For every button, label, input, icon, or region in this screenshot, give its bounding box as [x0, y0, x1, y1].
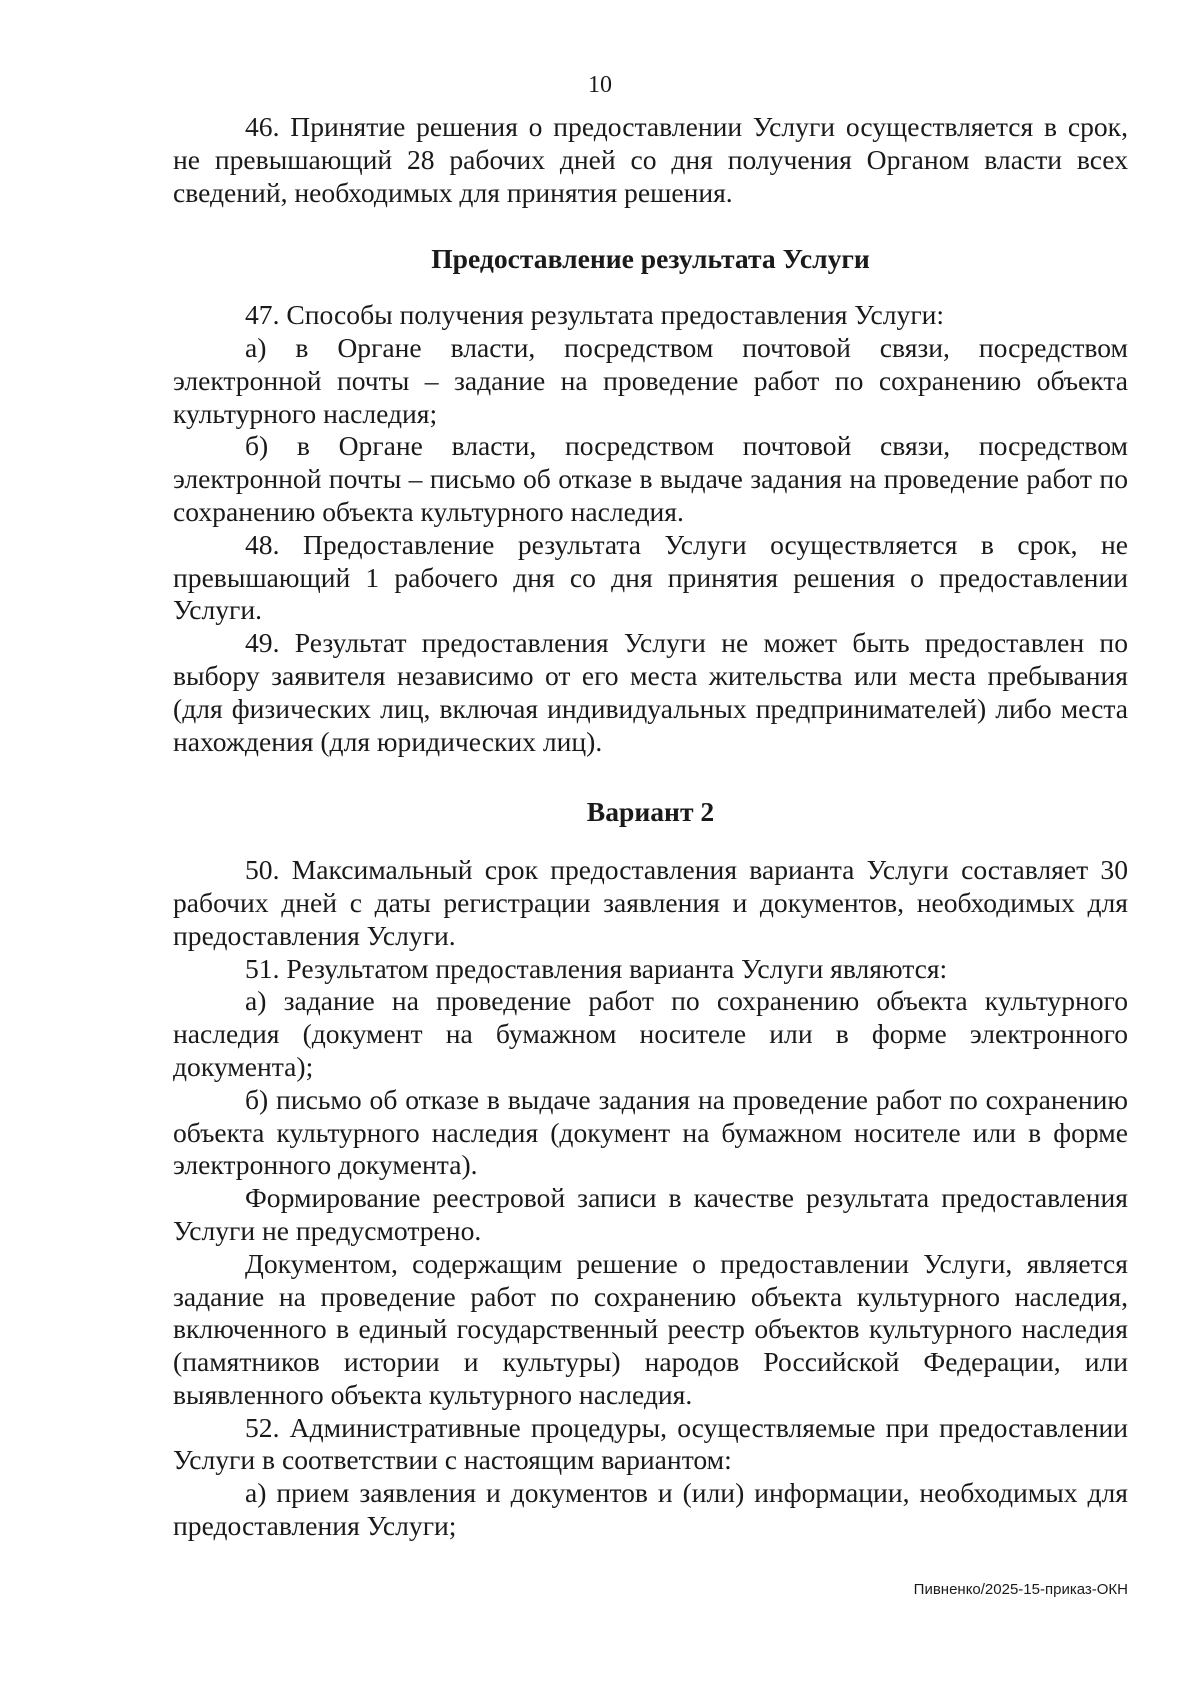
- paragraph-registry-note: Формирование реестровой записи в качестве результата предоставления Услуги не предусмотрено.: [173, 1182, 1128, 1246]
- paragraph-decision-document: Документом, содержащим решение о предоставлении Услуги, является задание на проведение работ по сохранению объекта культурного наследия, включенного в единый государственный реестр объектов культурного наследия (памятников истории и культуры) народов Российской Федерации, или выявленного объекта культурного наследия.: [173, 1247, 1128, 1410]
- section-heading-result: Предоставление результата Услуги: [431, 243, 870, 275]
- paragraph-52: 52. Административные процедуры, осуществляемые при предоставлении Услуги в соответствии с настоящим вариантом:: [173, 1411, 1128, 1476]
- paragraph-47-a: а) в Органе власти, посредством почтовой связи, посредством электронной почты – задание на проведение работ по сохранению объекта культурного наследия;: [173, 331, 1128, 429]
- document-body: [173, 111, 1128, 1543]
- paragraph-47-b: б) в Органе власти, посредством почтовой связи, посредством электронной почты – письмо об отказе в выдаче задания на проведение работ по сохранению объекта культурного наследия.: [173, 430, 1128, 527]
- paragraph-46: 46. Принятие решения о предоставлении Услуги осуществляется в срок, не превышающий 28 рабочих дней со дня получения Органом власти всех сведений, необходимых для принятия решения.: [173, 111, 1128, 208]
- paragraph-51-a: а) задание на проведение работ по сохранению объекта культурного наследия (документ на бумажном носителе или в форме электронного документа);: [173, 985, 1128, 1082]
- paragraph-52-a: а) прием заявления и документов и (или) информации, необходимых для предоставления Услуги;: [173, 1477, 1128, 1542]
- paragraph-49: 49. Результат предоставления Услуги не может быть предоставлен по выбору заявителя независимо от его места жительства или места пребывания (для физических лиц, включая индивидуальных предпринимателей) либо места нахождения (для юридических лиц).: [173, 627, 1128, 757]
- paragraph-51-b: б) письмо об отказе в выдаче задания на проведение работ по сохранению объекта культурного наследия (документ на бумажном носителе или в форме электронного документа).: [173, 1083, 1128, 1181]
- document-footer-code: Пивненко/2025-15-приказ-ОКН: [913, 1581, 1128, 1598]
- paragraph-50: 50. Максимальный срок предоставления варианта Услуги составляет 30 рабочих дней с даты регистрации заявления и документов, необходимых для предоставления Услуги.: [173, 854, 1128, 951]
- page-number: 10: [588, 72, 612, 98]
- paragraph-47: 47. Способы получения результата предоставления Услуги:: [245, 299, 945, 331]
- paragraph-51: 51. Результатом предоставления варианта Услуги являются:: [245, 952, 948, 984]
- section-heading-variant-2: Вариант 2: [586, 796, 715, 828]
- paragraph-48: 48. Предоставление результата Услуги осуществляется в срок, не превышающий 1 рабочего дня со дня принятия решения о предоставлении Услуги.: [173, 528, 1128, 626]
